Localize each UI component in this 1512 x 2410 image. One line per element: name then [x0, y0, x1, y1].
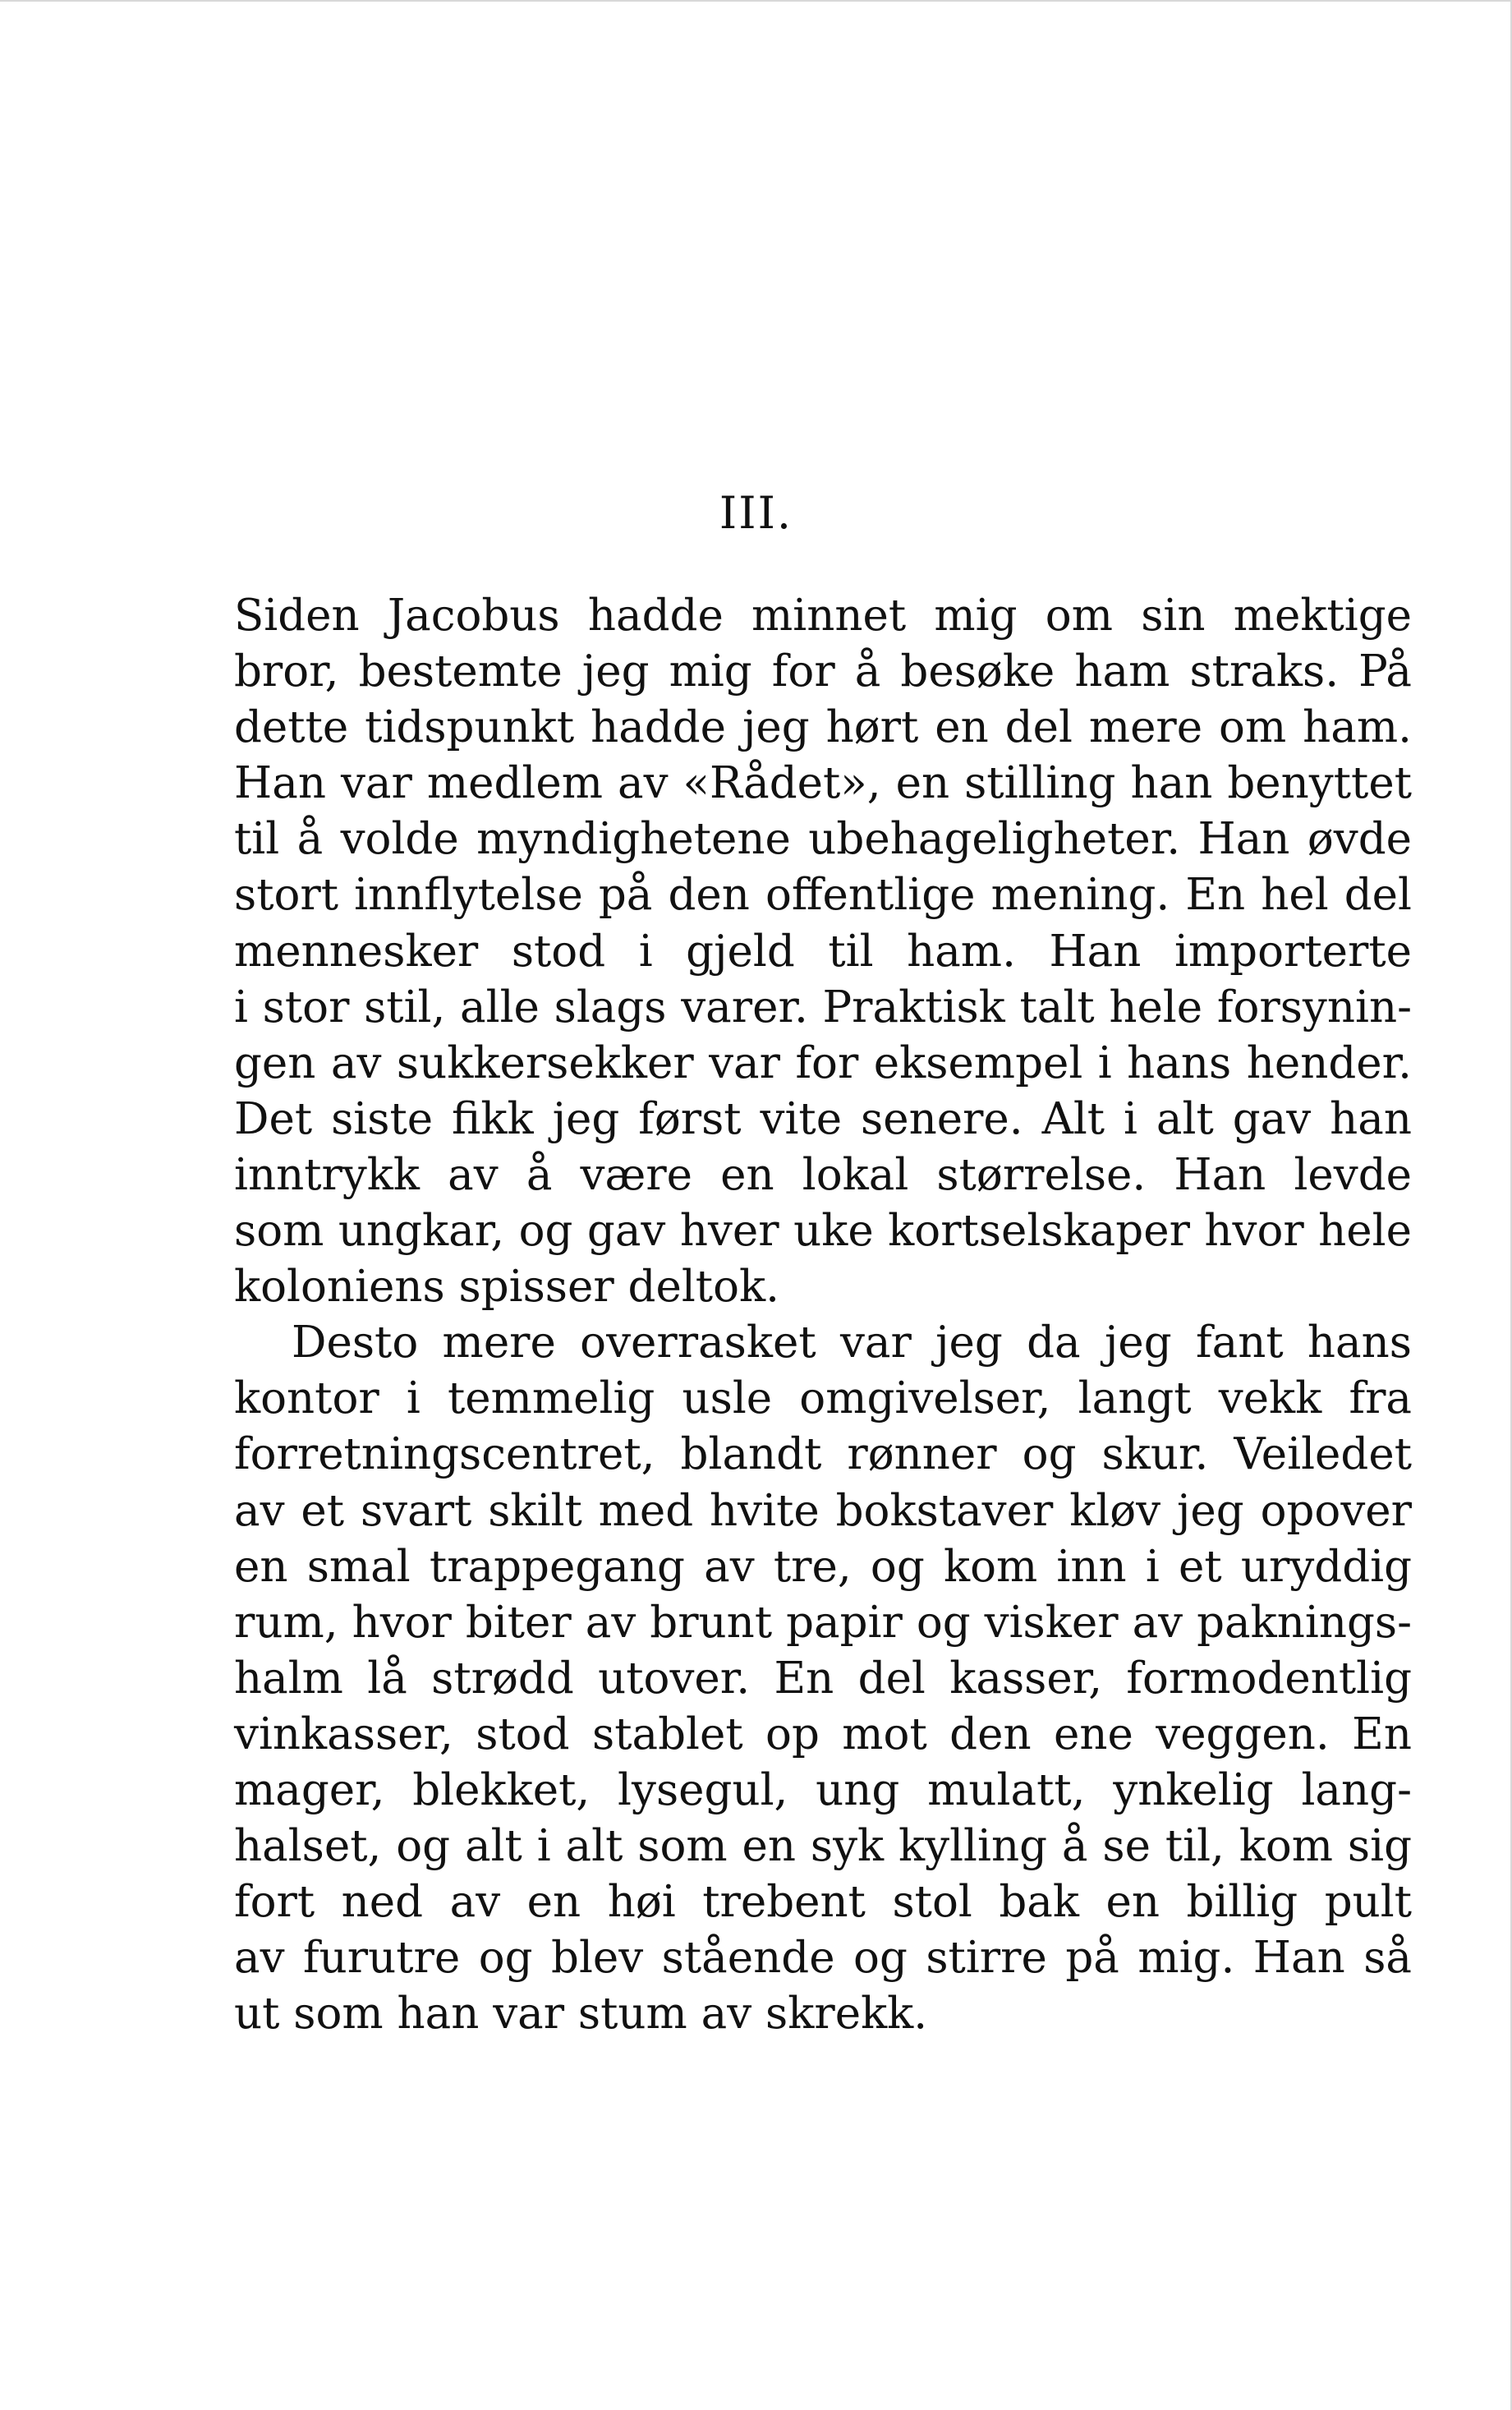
text-line: gen av sukkersekker var for eksempel i hans hender.	[234, 1037, 1412, 1088]
text-line: koloniens spisser deltok.	[234, 1262, 779, 1313]
text-line: bror, bestemte jeg mig for å besøke ham straks. På	[234, 646, 1412, 697]
text-line: av et svart skilt med hvite bokstaver kløv jeg opover	[234, 1485, 1412, 1536]
text-line: forretningscentret, blandt rønner og skur. Veiledet	[234, 1429, 1412, 1480]
text-line: ut som han var stum av skrekk.	[234, 1989, 928, 2040]
text-line: halm lå strødd utover. En del kasser, formodentlig	[234, 1653, 1412, 1704]
chapter-heading: III.	[719, 487, 793, 539]
text-line: dette tidspunkt hadde jeg hørt en del mere om ham.	[234, 702, 1412, 753]
text-line: Siden Jacobus hadde minnet mig om sin mektige	[234, 591, 1412, 641]
text-line: halset, og alt i alt som en syk kylling å se til, kom sig	[234, 1821, 1412, 1872]
text-line: Han var medlem av «Rådet», en stilling han benyttet	[234, 758, 1412, 809]
text-line: en smal trappegang av tre, og kom inn i et uryddig	[234, 1541, 1412, 1592]
text-line: Det siste fikk jeg først vite senere. Alt i alt gav han	[234, 1093, 1412, 1144]
text-line: vinkasser, stod stablet op mot den ene veggen. En	[234, 1709, 1412, 1759]
text-line: mager, blekket, lysegul, ung mulatt, ynkelig lang-	[234, 1764, 1412, 1815]
text-line: i stor stil, alle slags varer. Praktisk talt hele forsynin-	[234, 982, 1412, 1033]
text-line: kontor i temmelig usle omgivelser, langt vekk fra	[234, 1373, 1412, 1424]
text-line: inntrykk av å være en lokal størrelse. Han levde	[234, 1149, 1412, 1200]
text-line: til å volde myndighetene ubehageligheter. Han øvde	[234, 814, 1412, 865]
body-text	[234, 588, 1412, 2042]
text-line: stort innflytelse på den offentlige mening. En hel del	[234, 870, 1412, 921]
text-line: rum, hvor biter av brunt papir og visker av paknings-	[234, 1597, 1412, 1648]
text-line: mennesker stod i gjeld til ham. Han importerte	[234, 926, 1412, 977]
text-line: som ungkar, og gav hver uke kortselskaper hvor hele	[234, 1206, 1412, 1257]
text-line: Desto mere overrasket var jeg da jeg fant hans	[292, 1318, 1412, 1368]
text-line: fort ned av en høi trebent stol bak en billig pult	[234, 1877, 1412, 1928]
text-line: av furutre og blev stående og stirre på mig. Han så	[234, 1933, 1412, 1984]
